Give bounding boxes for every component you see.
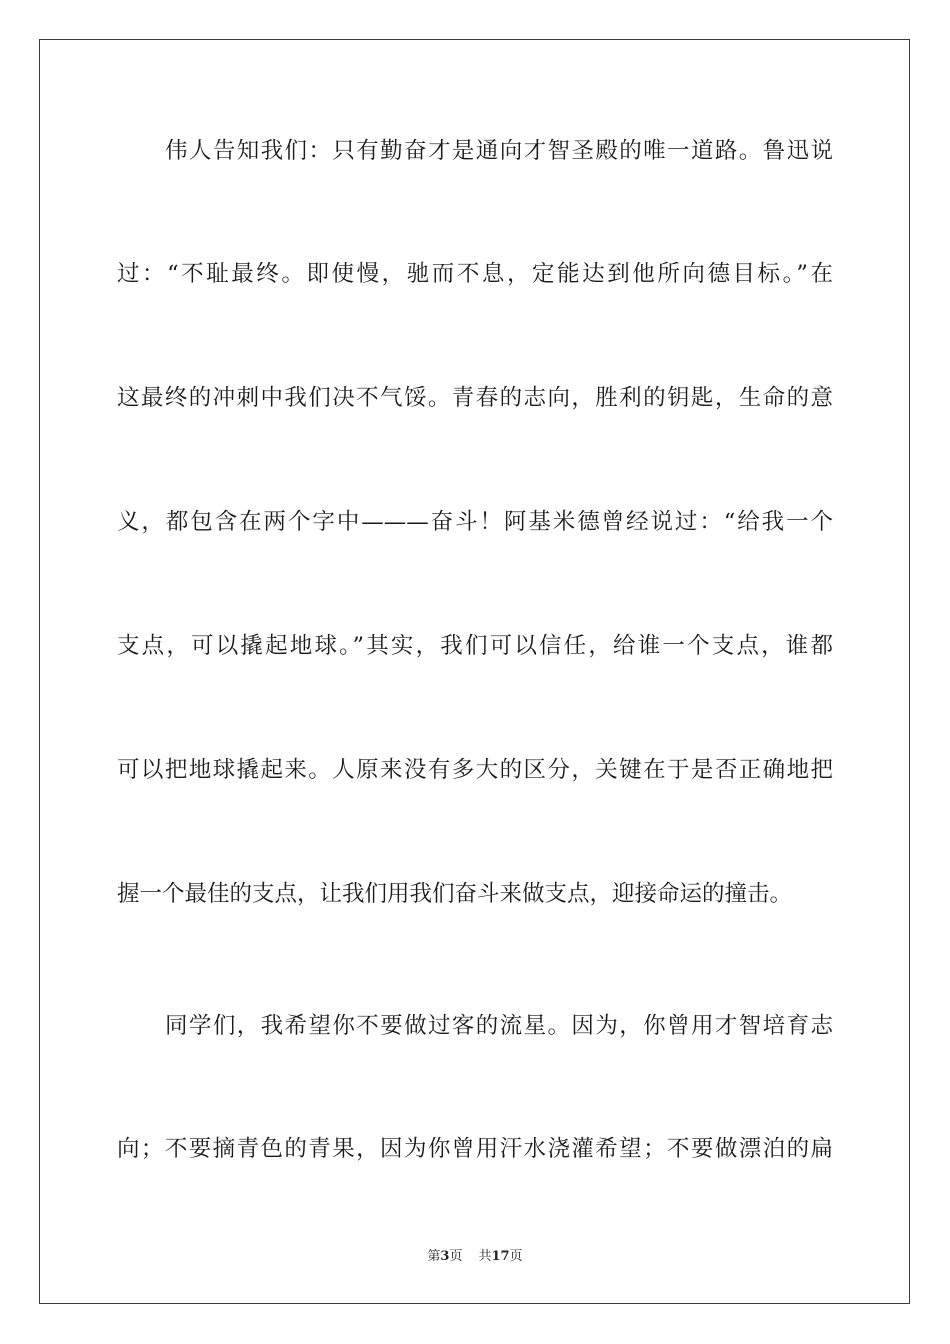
paragraph-1-line-4: 义，都包含在两个字中———奋斗！阿基米德曾经说过：“给我一个 <box>117 509 833 535</box>
current-page-number: 3 <box>440 1249 450 1264</box>
paragraph-1-line-5: 支点，可以撬起地球。”其实，我们可以信任，给谁一个支点，谁都 <box>117 633 833 659</box>
total-page-number: 17 <box>491 1249 510 1264</box>
paragraph-1-line-6: 可以把地球撬起来。人原来没有多大的区分，关键在于是否正确地把 <box>117 757 833 783</box>
total-suffix: 页 <box>509 1249 523 1264</box>
page-border <box>39 39 910 1304</box>
page-prefix: 第 <box>427 1249 441 1264</box>
paragraph-2-line-1: 同学们，我希望你不要做过客的流星。因为，你曾用才智培育志 <box>165 1013 833 1039</box>
paragraph-1-line-3: 这最终的冲刺中我们决不气馁。青春的志向，胜利的钥匙，生命的意 <box>117 385 833 411</box>
page-suffix: 页 <box>449 1249 463 1264</box>
paragraph-1-line-7: 握一个最佳的支点，让我们用我们奋斗来做支点，迎接命运的撞击。 <box>117 881 793 907</box>
total-prefix: 共 <box>478 1249 492 1264</box>
paragraph-1-line-2: 过：“不耻最终。即使慢，驰而不息，定能达到他所向德目标。”在 <box>117 261 833 287</box>
page-footer <box>0 1248 950 1266</box>
paragraph-1-line-1: 伟人告知我们：只有勤奋才是通向才智圣殿的唯一道路。鲁迅说 <box>165 138 833 164</box>
paragraph-2-line-2: 向；不要摘青色的青果，因为你曾用汗水浇灌希望；不要做漂泊的扁 <box>117 1136 833 1162</box>
